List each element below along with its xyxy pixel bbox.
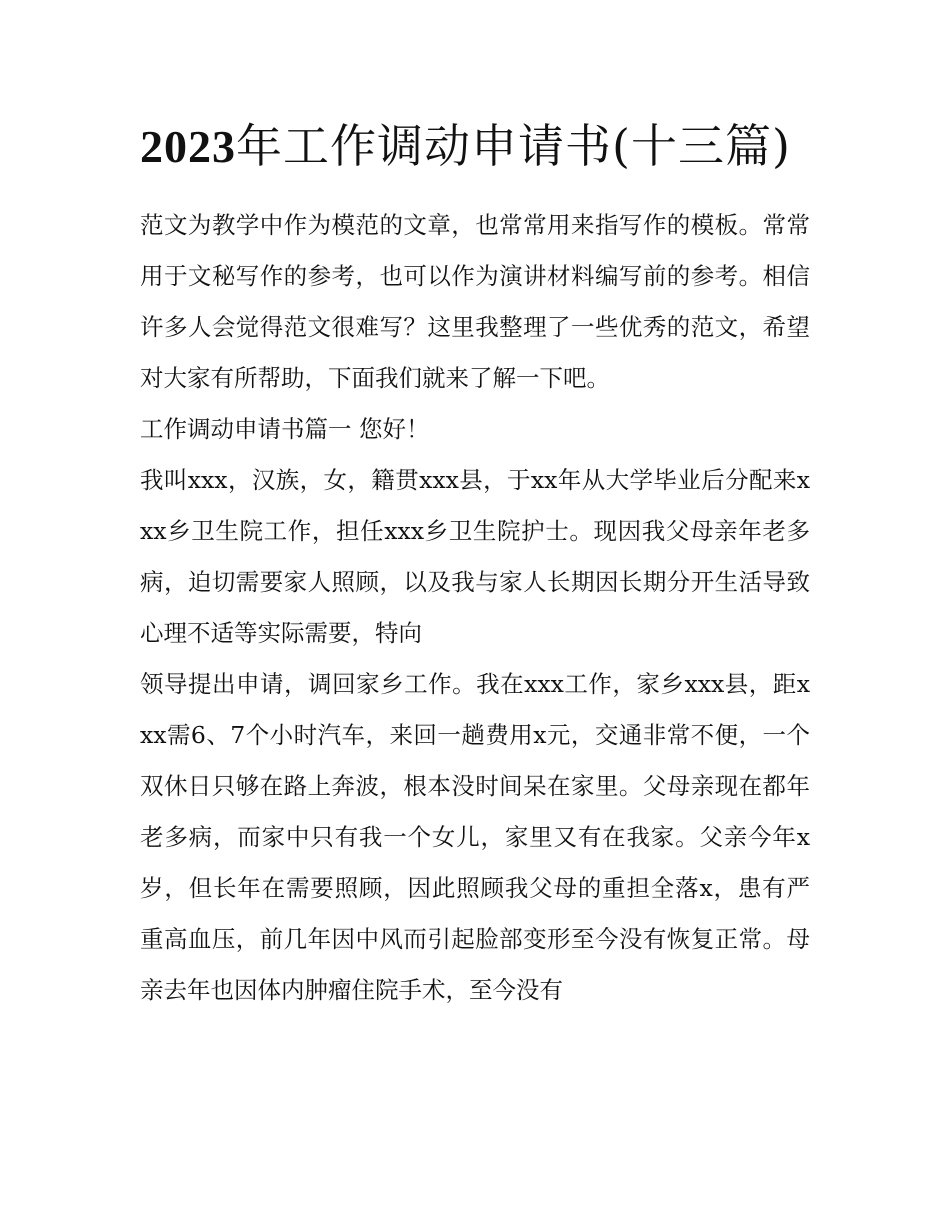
intro-paragraph: 范文为教学中作为模范的文章，也常常用来指写作的模板。常常用于文秘写作的参考，也可以作为演讲材料编写前的参考。相信许多人会觉得范文很难写？这里我整理了一些优秀的范文，希望对大家有所帮助，下面我们就来了解一下吧。 <box>140 211 810 392</box>
title-text: 年工作调动申请书(十三篇) <box>236 119 791 173</box>
body-paragraph-2: 领导提出申请，调回家乡工作。我在xxx工作，家乡xxx县，距xxx需6、7个小时汽车，来回一趟费用x元，交通非常不便，一个双休日只够在路上奔波，根本没时间呆在家里。父母亲现在都年老多病，而家中只有我一个女儿，家里又有在我家。父亲今年x岁，但长年在需要照顾，因此照顾我父母的重担全落x，患有严重高血压，前几年因中风而引起脸部变形至今没有恢复正常。母亲去年也因体内肿瘤住院手术，至今没有 <box>140 670 810 1004</box>
document-title <box>140 115 810 178</box>
document-body <box>140 200 810 1016</box>
body-paragraph-1: 我叫xxx，汉族，女，籍贯xxx县，于xx年从大学毕业后分配来xxx乡卫生院工作，担任xxx乡卫生院护士。现因我父母亲年老多病，迫切需要家人照顾，以及我与家人长期因长期分开生活导致心理不适等实际需要，特向 <box>140 466 810 647</box>
section-heading-paragraph: 工作调动申请书篇一 您好！ <box>140 415 430 443</box>
title-year: 2023 <box>140 121 236 172</box>
